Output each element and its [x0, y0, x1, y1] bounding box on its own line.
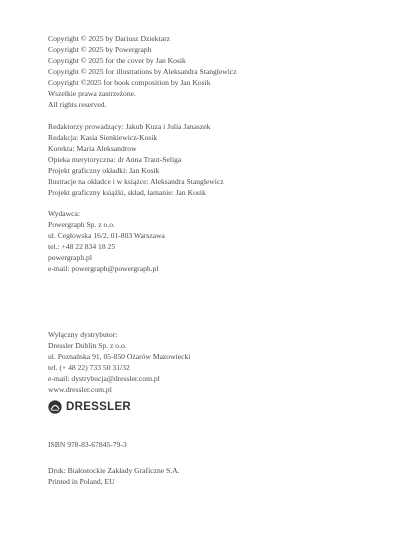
distributor-phone: tel. (+ 48 22) 733 50 31/32 — [48, 363, 130, 372]
dressler-logo-icon — [48, 400, 62, 414]
distributor-name: Dressler Dublin Sp. z o.o. — [48, 341, 127, 350]
distributor-website: www.dressler.com.pl — [48, 385, 112, 394]
printer: Druk: Białostockie Zakłady Graficzne S.A. — [48, 466, 180, 475]
copyright-line: Copyright ©2025 for book composition by Jan Kosik — [48, 78, 211, 87]
credit-line: Korekta: Maria Aleksandrow — [48, 144, 137, 153]
credit-line: Projekt graficzny okładki: Jan Kosik — [48, 166, 160, 175]
credit-line: Redaktorzy prowadzący: Jakub Kuza i Julia Janaszek — [48, 122, 211, 131]
credits-block — [48, 121, 388, 198]
credit-line: Redakcja: Kasia Sienkiewicz-Kosik — [48, 133, 158, 142]
copyright-line: Copyright © 2025 by Dariusz Dziektarz — [48, 34, 170, 43]
publisher-name: Powergraph Sp. z o.o. — [48, 220, 115, 229]
copyright-line: Copyright © 2025 by Powergraph — [48, 45, 152, 54]
copyright-block — [48, 33, 388, 110]
credit-line: Ilustracje na okładce i w książce: Aleksandra Stanglewicz — [48, 177, 224, 186]
rights-reserved-en: All rights reserved. — [48, 100, 107, 109]
publisher-email: e-mail: powergraph@powergraph.pl — [48, 264, 159, 273]
distributor-block — [48, 329, 388, 395]
credit-line: Projekt graficzny książki, skład, łamanie: Jan Kosik — [48, 188, 206, 197]
credit-line: Opieka merytoryczna: dr Anna Traut-Seliga — [48, 155, 182, 164]
publisher-heading: Wydawca: — [48, 209, 81, 218]
isbn: ISBN 978-83-67845-79-3 — [48, 440, 127, 449]
printed-in: Printed in Poland, EU — [48, 477, 115, 486]
distributor-email: e-mail: dystrybucja@dressler.com.pl — [48, 374, 160, 383]
publisher-address: ul. Cegłowska 16/2, 01-803 Warszawa — [48, 231, 165, 240]
copyright-line: Copyright © 2025 for illustrations by Aleksandra Stanglewicz — [48, 67, 237, 76]
distributor-heading: Wyłączny dystrybutor: — [48, 330, 118, 339]
imprint-page — [48, 33, 388, 487]
publisher-block — [48, 208, 388, 274]
distributor-address: ul. Poznańska 91, 05-850 Ożarów Mazowiecki — [48, 352, 191, 361]
dressler-logo-text: DRESSLER — [66, 401, 132, 413]
dressler-logo — [48, 398, 388, 416]
copyright-line: Copyright © 2025 for the cover by Jan Kosik — [48, 56, 186, 65]
print-block — [48, 465, 388, 487]
publisher-phone: tel.: +48 22 834 18 25 — [48, 242, 116, 251]
publisher-website: powergraph.pl — [48, 253, 92, 262]
rights-reserved-pl: Wszelkie prawa zastrzeżone. — [48, 89, 136, 98]
